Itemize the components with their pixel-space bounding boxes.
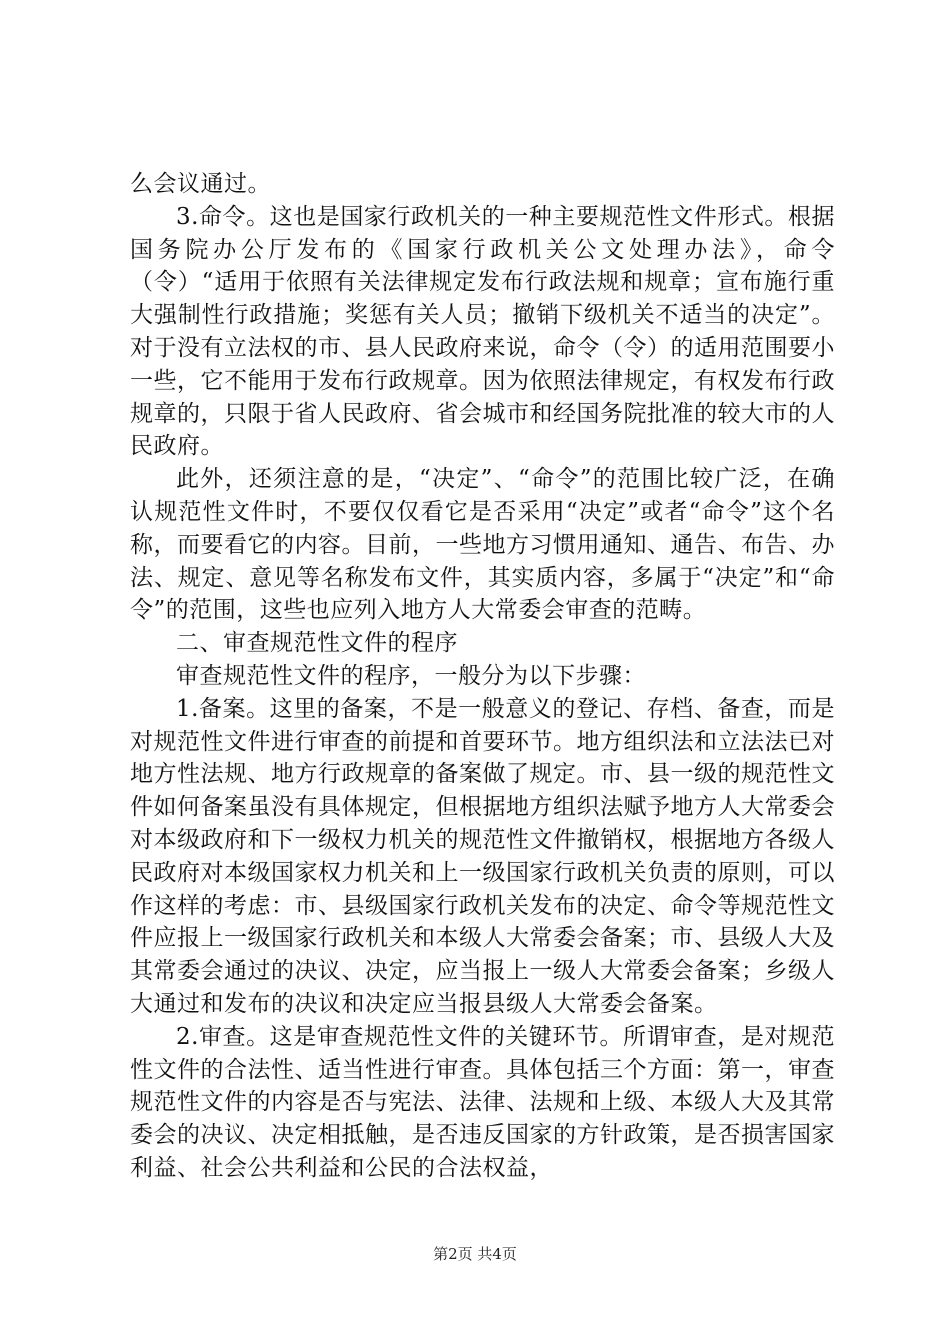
paragraph-scope-note: 此外，还须注意的是，“决定”、“命令”的范围比较广泛，在确认规范性文件时，不要仅仅看它是否采用“决定”或者“命令”这个名称，而要看它的内容。目前，一些地方习惯用通知、通告、布告、办法、规定、意见等名称发布文件，其实质内容，多属于“决定”和“命令”的范围，这些也应列入地方人大常委会审查的范畴。 (130, 466, 835, 624)
document-body (130, 168, 835, 1185)
paragraph-filing: 1.备案。这里的备案，不是一般意义的登记、存档、备查，而是对规范性文件进行审查的前提和首要环节。地方组织法和立法法已对地方性法规、地方行政规章的备案做了规定。市、县一级的规范性文件如何备案虽没有具体规定，但根据地方组织法赋予地方人大常委会对本级政府和下一级权力机关的规范性文件撤销权，根据地方各级人民政府对本级国家权力机关和上一级国家行政机关负责的原则，可以作这样的考虑：市、县级国家行政机关发布的决定、命令等规范性文件应报上一级国家行政机关和本级人大常委会备案；市、县级人大及其常委会通过的决议、决定，应当报上一级人大常委会备案；乡级人大通过和发布的决议和决定应当报县级人大常委会备案。 (130, 695, 835, 1017)
paragraph-review: 2.审查。这是审查规范性文件的关键环节。所谓审查，是对规范性文件的合法性、适当性进行审查。具体包括三个方面：第一，审查规范性文件的内容是否与宪法、法律、法规和上级、本级人大及其常委会的决议、决定相抵触，是否违反国家的方针政策，是否损害国家利益、社会公共利益和公民的合法权益， (130, 1023, 835, 1181)
paragraph-command: 3.命令。这也是国家行政机关的一种主要规范性文件形式。根据国务院办公厅发布的《国家行政机关公文处理办法》，命令（令）“适用于依照有关法律规定发布行政法规和规章；宣布施行重大强制性行政措施；奖惩有关人员；撤销下级机关不适当的决定”。对于没有立法权的市、县人民政府来说，命令（令）的适用范围要小一些，它不能用于发布行政规章。因为依照法律规定，有权发布行政规章的，只限于省人民政府、省会城市和经国务院批准的较大市的人民政府。 (130, 203, 835, 460)
paragraph-continuation: 么会议通过。 (130, 171, 271, 197)
paragraph-procedure-intro: 审查规范性文件的程序，一般分为以下步骤： (176, 662, 646, 689)
page-number-footer: 第2页 共4页 (433, 1245, 517, 1263)
section-heading-review-procedure: 二、审查规范性文件的程序 (176, 630, 458, 657)
